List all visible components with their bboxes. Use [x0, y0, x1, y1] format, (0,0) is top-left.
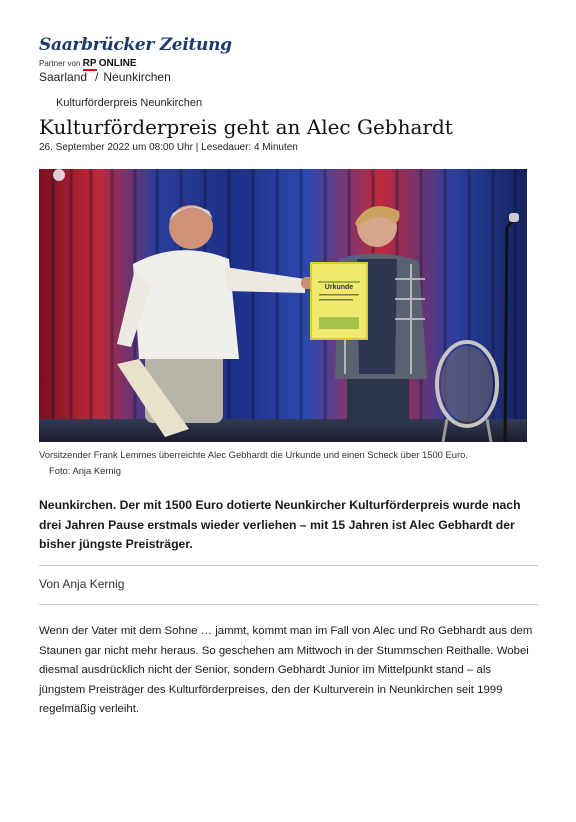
divider-bottom [39, 604, 538, 605]
divider-top [39, 565, 538, 566]
certificate-title: Urkunde [324, 284, 354, 291]
caption-text: Vorsitzender Frank Lemmes überreichte Alec Gebhardt die Urkunde und einen Scheck über 1500 Euro. [39, 449, 468, 460]
article-meta: 26. September 2022 um 08:00 Uhr | Lesedauer: 4 Minuten [39, 142, 298, 153]
rp-logo[interactable]: RP [82, 58, 97, 69]
online-logo[interactable]: ONLINE [98, 58, 137, 69]
article-headline: Kulturförderpreis geht an Alec Gebhardt [39, 115, 453, 139]
article-photo [39, 169, 527, 442]
article-body [39, 622, 539, 720]
partner-prefix: Partner von [39, 59, 81, 68]
stage-photo-illustration [39, 169, 527, 442]
breadcrumb-item-saarland[interactable]: Saarland [39, 70, 88, 84]
body-paragraph: Wenn der Vater mit dem Sohne … jammt, kommt man im Fall von Alec und Ro Gebhardt aus dem Staunen gar nicht mehr heraus. So geschehen am Mittwoch in der Stummschen Reithalle. Wobei diesmal ausdrücklich nicht der Senior, sondern Gebhardt Junior im Mittelpunkt stand – als jüngstem Preisträger des Kulturförderpreises, den der Kulturverein in Neunkirchen seit 1999 regelmäßig verleiht. [39, 625, 533, 716]
breadcrumb [39, 70, 171, 84]
article-byline: Von Anja Kernig [39, 577, 125, 591]
photo-caption [39, 447, 529, 479]
photo-credit: Foto: Anja Kernig [49, 465, 121, 476]
article-lead: Neunkirchen. Der mit 1500 Euro dotierte Neunkircher Kulturförderpreis wurde nach drei Jahren Pause erstmals wieder verliehen – mit 15 Jahren ist Alec Gebhardt der bisher jüngste Preisträger. [39, 498, 521, 551]
article-kicker: Kulturförderpreis Neunkirchen [56, 97, 203, 109]
breadcrumb-separator: / [95, 70, 99, 84]
newspaper-logo[interactable]: Saarbrücker Zeitung [39, 35, 232, 55]
partner-line [39, 58, 137, 69]
stage-chair [437, 342, 497, 442]
certificate [311, 263, 367, 339]
breadcrumb-item-neunkirchen[interactable]: Neunkirchen [103, 70, 171, 84]
